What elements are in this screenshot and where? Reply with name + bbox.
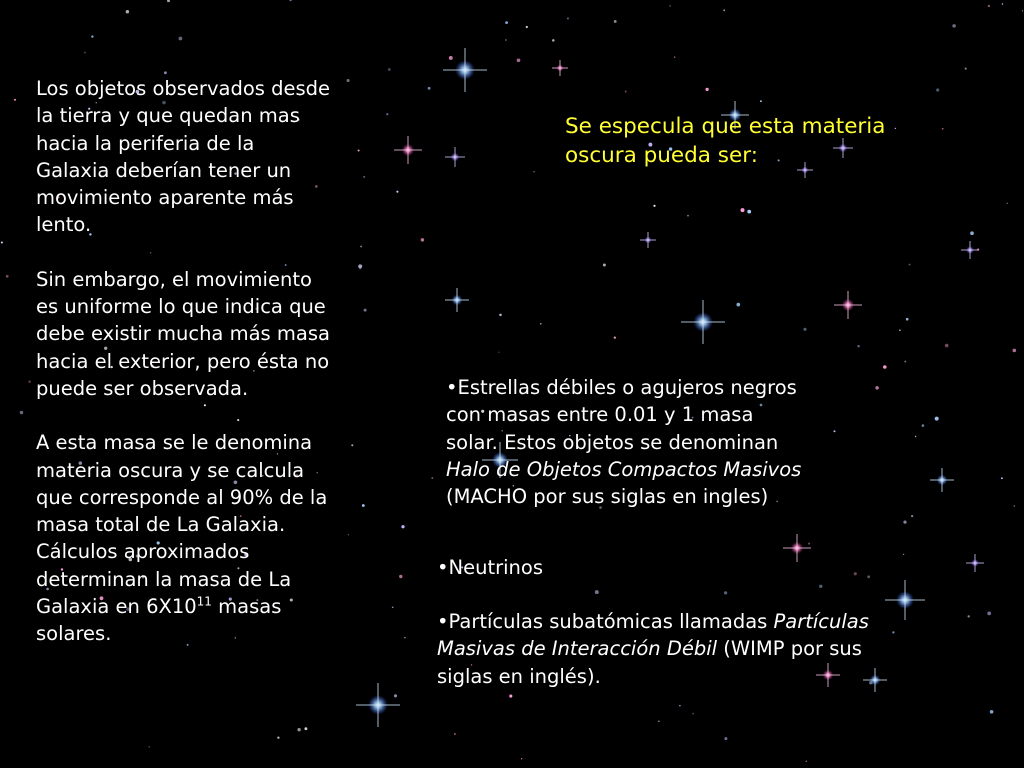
star <box>936 88 939 91</box>
bullet-line: •Estrellas débiles o agujeros negros <box>446 376 797 399</box>
star <box>970 231 974 235</box>
text-line: Sin embargo, el movimiento <box>36 267 312 291</box>
star <box>674 56 675 57</box>
star <box>167 0 170 2</box>
paragraph-expected-motion <box>36 75 386 239</box>
star <box>14 99 16 101</box>
paragraph-dark-matter <box>36 429 386 538</box>
star <box>505 21 508 24</box>
star <box>687 215 689 217</box>
star <box>449 56 453 60</box>
text-line: solares. <box>36 622 112 646</box>
star <box>526 26 528 28</box>
star <box>899 330 900 331</box>
star <box>760 100 762 102</box>
star <box>428 87 431 90</box>
star <box>164 71 167 74</box>
star <box>819 585 822 588</box>
star <box>968 615 970 617</box>
bullet-line: •Neutrinos <box>437 556 543 579</box>
bullet-item-macho <box>446 374 876 510</box>
bullet-italic-term: Partículas <box>773 610 869 633</box>
star <box>567 17 569 19</box>
star <box>304 727 307 730</box>
heading-line: oscura pueda ser: <box>565 143 758 168</box>
star <box>509 695 512 698</box>
star <box>421 238 424 241</box>
star <box>392 606 394 608</box>
star <box>965 68 967 70</box>
text-line: Cálculos aproximados <box>36 540 250 564</box>
text-line: lento. <box>36 213 92 237</box>
star <box>20 411 24 415</box>
star <box>903 520 906 523</box>
star <box>724 591 727 594</box>
bullet-item-neutrinos <box>437 554 957 581</box>
star <box>404 637 406 639</box>
star <box>723 9 725 11</box>
star <box>126 10 129 13</box>
star <box>803 328 806 331</box>
text-line: es uniforme lo que indica que <box>36 295 326 319</box>
star <box>498 352 499 353</box>
star <box>289 0 291 1</box>
star <box>603 264 606 267</box>
star <box>28 380 30 382</box>
star <box>454 733 456 735</box>
text-line: la tierra y que quedan mas <box>36 104 300 128</box>
star <box>857 345 859 347</box>
star <box>178 37 182 41</box>
star <box>1007 203 1008 204</box>
star <box>883 365 887 369</box>
star <box>84 52 86 54</box>
bullet-line: siglas en inglés). <box>437 664 601 688</box>
bullet-line: solar. Estos objetos se denominan <box>446 430 779 454</box>
text-line: debe existir mucha más masa <box>36 322 330 346</box>
text-line: puede ser observada. <box>36 376 249 400</box>
star <box>533 171 534 172</box>
text-line: hacia la periferia de la <box>36 131 255 155</box>
star <box>904 361 906 363</box>
star <box>521 758 522 759</box>
star <box>922 424 925 427</box>
text-line: determinan la masa de La <box>36 567 292 591</box>
star <box>747 210 751 214</box>
star <box>808 543 810 545</box>
star <box>540 323 542 325</box>
bullet-line: (MACHO por sus siglas en ingles) <box>446 485 769 509</box>
star <box>1 241 3 243</box>
star <box>386 113 388 115</box>
star <box>915 436 916 437</box>
text-line: materia oscura y se calcula <box>36 458 305 482</box>
star <box>431 477 433 479</box>
text-line: Galaxia deberían tener un <box>36 158 292 182</box>
star <box>911 515 913 517</box>
bullet-line: (WIMP por sus <box>717 637 862 661</box>
text-line: A esta masa se le denomina <box>36 431 313 455</box>
star <box>595 590 599 594</box>
slide-heading <box>565 112 965 170</box>
star <box>1013 505 1015 507</box>
star <box>499 314 502 317</box>
text-line: hacia el exterior, pero ésta no <box>36 349 330 373</box>
star <box>625 91 627 93</box>
star <box>987 612 991 616</box>
star <box>1022 10 1023 11</box>
bullet-line: •Partículas subatómicas llamadas <box>437 610 774 633</box>
bullet-italic-term: Halo de Objetos Compactos Masivos <box>446 457 802 481</box>
star <box>692 713 694 715</box>
star <box>653 205 655 207</box>
text-line: movimiento aparente más <box>36 186 294 210</box>
star <box>6 275 9 278</box>
mass-exponent: 11 <box>196 594 212 609</box>
star <box>517 58 521 62</box>
star <box>741 208 745 212</box>
star <box>614 336 616 338</box>
star <box>394 694 397 697</box>
paragraph-galaxy-mass <box>36 538 386 647</box>
star <box>148 746 149 747</box>
star <box>1001 477 1003 479</box>
star <box>1002 3 1003 4</box>
bullet-italic-term: Masivas de Interacción Débil <box>437 637 718 661</box>
left-text-column <box>36 75 386 648</box>
star <box>505 39 507 41</box>
star <box>988 5 990 7</box>
star <box>945 344 949 348</box>
star <box>669 5 670 6</box>
heading-line: Se especula que esta materia <box>565 114 886 139</box>
star <box>614 20 617 23</box>
bullet-line: con masas entre 0.01 y 1 masa <box>446 403 754 427</box>
star <box>909 264 911 266</box>
star <box>388 68 391 71</box>
star <box>91 35 93 37</box>
star <box>990 710 994 714</box>
star <box>1012 349 1016 353</box>
star <box>736 303 740 307</box>
star <box>952 24 956 28</box>
star <box>399 575 402 578</box>
star <box>935 417 939 421</box>
star <box>552 39 555 42</box>
text-line: masa total de La Galaxia. <box>36 513 286 537</box>
text-line: Los objetos observados desde <box>36 77 331 100</box>
text-line: que corresponde al 90% de la <box>36 485 328 509</box>
star <box>806 761 808 763</box>
star <box>977 248 979 250</box>
star <box>277 736 279 738</box>
paragraph-uniform-motion <box>36 266 386 402</box>
star <box>679 705 680 706</box>
star <box>297 728 300 731</box>
star <box>658 721 659 722</box>
star <box>906 318 909 321</box>
star <box>396 191 398 193</box>
star <box>705 88 708 91</box>
mass-suffix: masas <box>211 595 282 619</box>
star <box>724 737 727 740</box>
bullet-item-wimp <box>437 608 957 690</box>
mass-prefix: Galaxia en 6X10 <box>36 595 197 619</box>
star <box>401 525 404 528</box>
